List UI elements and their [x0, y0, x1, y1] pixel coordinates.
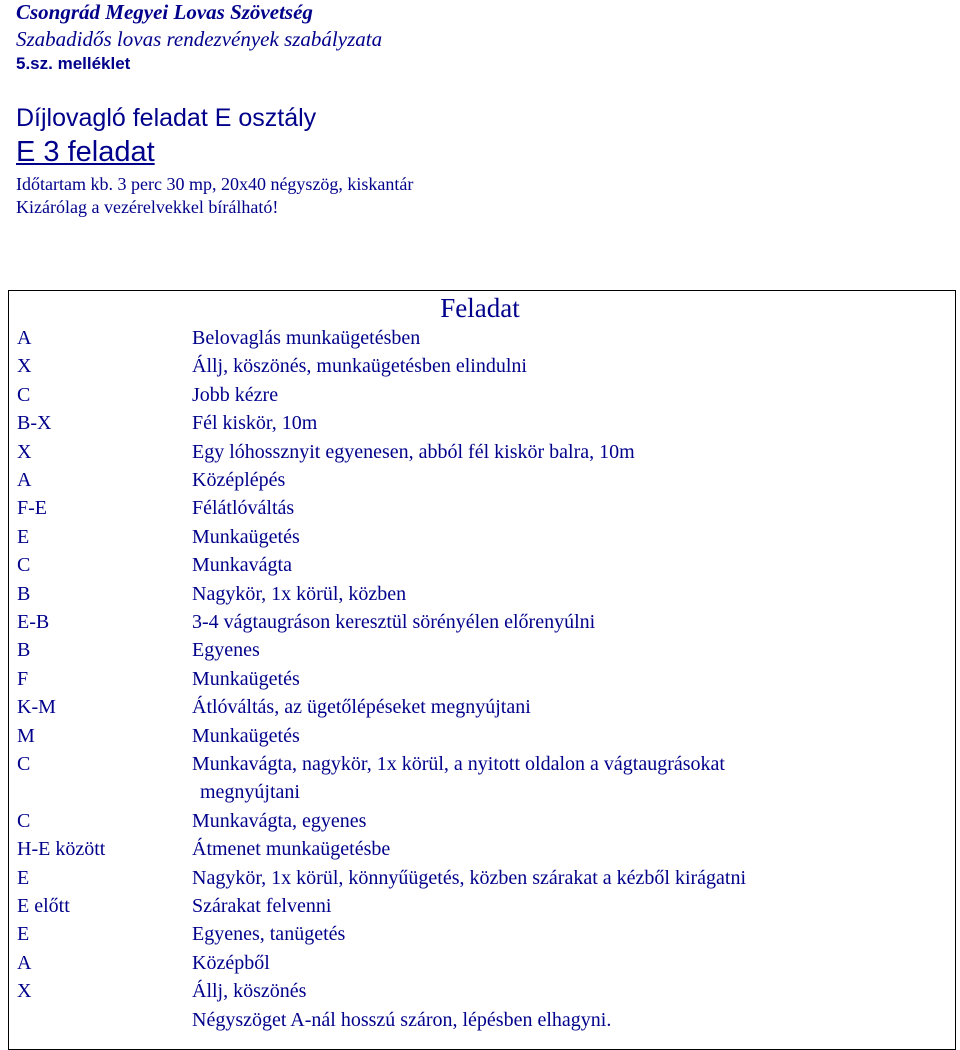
table-row-position: E [17, 525, 30, 548]
table-row-task: Állj, köszönés [192, 980, 307, 1003]
judging-note: Kizárólag a vezérelvekkel bírálható! [16, 197, 279, 217]
table-row-task: 3-4 vágtaugráson keresztül sörényélen előrenyúlni [192, 611, 596, 633]
table-row-task: Középből [192, 951, 270, 974]
table-row-task: Jobb kézre [192, 383, 279, 406]
table-row-task: Munkaügetés [192, 667, 300, 690]
table-row-position: C [17, 554, 31, 577]
table-row-position: C [17, 809, 31, 832]
table-row-task: Szárakat felvenni [192, 895, 332, 917]
table-row-task: Félátlóváltás [192, 497, 295, 520]
table-row-position: H-E között [17, 838, 106, 861]
table-row-task: Fél kiskör, 10m [192, 412, 318, 435]
table-row-position: B [17, 639, 31, 662]
table-row-task: Egyenes [192, 639, 260, 662]
table-row-task: Belovaglás munkaügetésben [192, 327, 421, 349]
table-row-position: A [17, 327, 32, 349]
table-row-position: X [17, 440, 32, 463]
table-row-position: X [17, 355, 32, 378]
table-row-position: M [17, 724, 35, 747]
table-row-task-continuation: megnyújtani [200, 781, 300, 804]
task-table-heading: Feladat [440, 293, 520, 323]
table-row-position: E [17, 923, 30, 946]
table-row-position: F-E [17, 497, 47, 520]
table-row-task: Munkavágta, egyenes [192, 809, 367, 832]
table-row-task: Állj, köszönés, munkaügetésben elindulni [192, 355, 527, 378]
duration-info: Időtartam kb. 3 perc 30 mp, 20x40 négyszög, kiskantár [16, 174, 414, 194]
table-row-task: Egyenes, tanügetés [192, 923, 346, 946]
table-row-position: E-B [17, 611, 50, 633]
table-row-task: Nagykör, 1x körül, közben [192, 582, 407, 605]
table-row-task: Négyszöget A-nál hosszú száron, lépésben elhagyni. [192, 1008, 612, 1031]
table-row-position: A [17, 469, 32, 491]
table-row-task: Munkavágta [192, 554, 292, 577]
regulation-subtitle: Szabadidős lovas rendezvények szabályzata [16, 27, 383, 51]
task-name: E 3 feladat [16, 136, 155, 168]
table-row-position: C [17, 383, 31, 406]
table-row-task: Munkavágta, nagykör, 1x körül, a nyitott oldalon a vágtaugrásokat [192, 753, 725, 775]
table-row-position: K-M [17, 696, 56, 719]
table-row-task: Átmenet munkaügetésbe [192, 838, 391, 861]
table-row-position: C [17, 753, 31, 775]
table-row-task: Középlépés [192, 469, 286, 491]
table-row-position: E [17, 866, 30, 889]
organization-name: Csongrád Megyei Lovas Szövetség [16, 0, 313, 24]
table-row-task: Nagykör, 1x körül, könnyűügetés, közben szárakat a kézből kirágatni [192, 866, 747, 889]
document-title: Díjlovagló feladat E osztály [16, 104, 317, 132]
table-row-position: X [17, 980, 32, 1003]
annex-label: 5.sz. melléklet [16, 54, 131, 73]
table-row-task: Átlóváltás, az ügetőlépéseket megnyújtani [192, 696, 531, 719]
table-row-task: Egy lóhossznyit egyenesen, abból fél kiskör balra, 10m [192, 440, 635, 463]
table-row-position: B-X [17, 412, 52, 435]
table-row-position: B [17, 582, 31, 605]
table-row-position: E előtt [17, 895, 70, 917]
table-row-task: Munkaügetés [192, 525, 300, 548]
table-row-position: A [17, 951, 32, 974]
table-row-position: F [17, 667, 29, 690]
table-row-task: Munkaügetés [192, 724, 300, 747]
task-table-border [8, 290, 956, 1050]
